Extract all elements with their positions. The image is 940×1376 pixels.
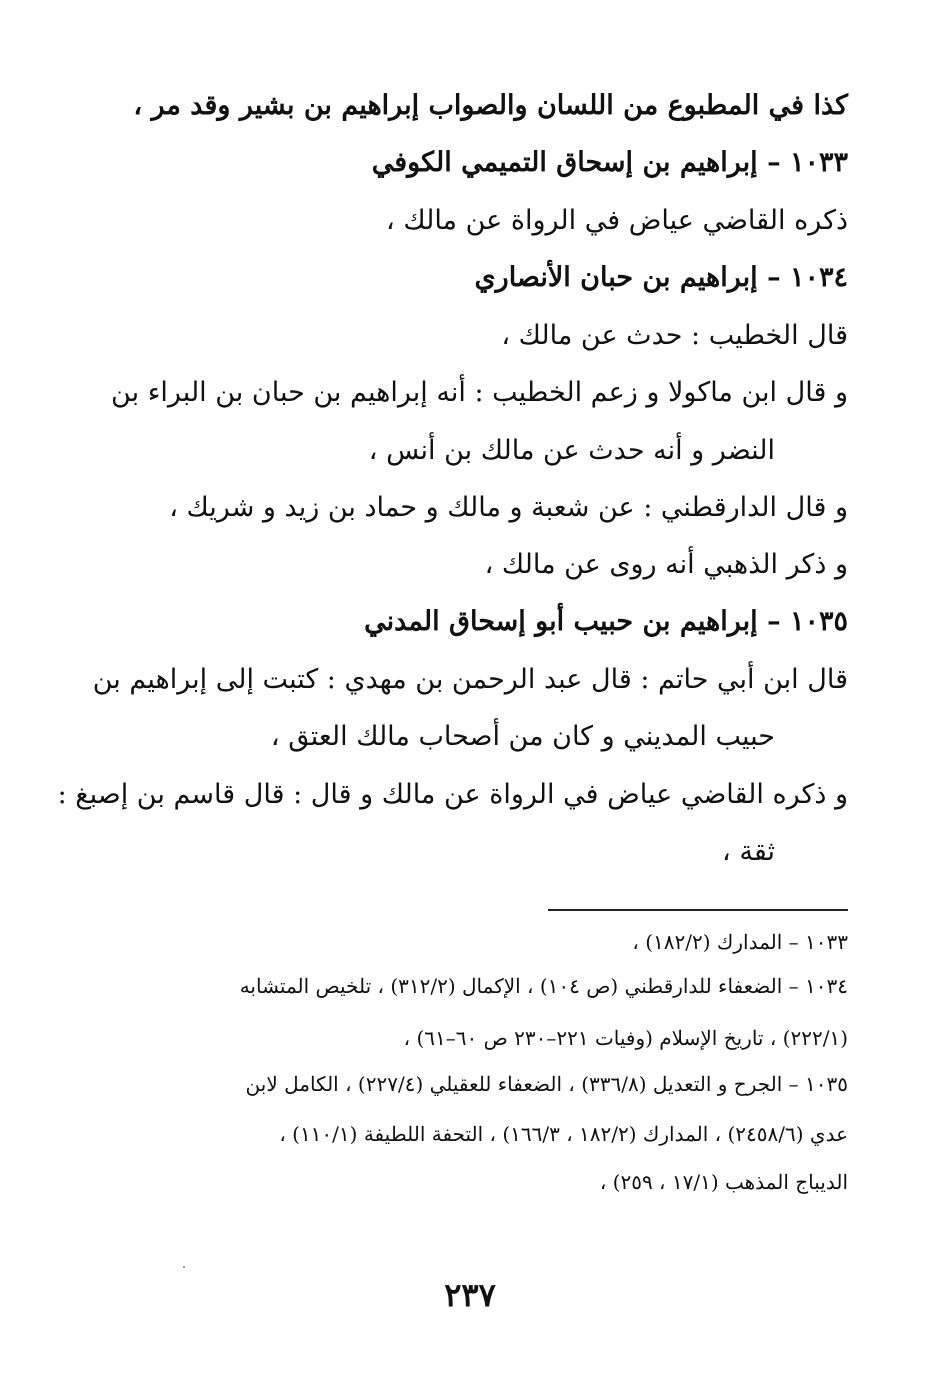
body-line: كذا في المطبوع من اللسان والصواب إبراهيم بن بشير وقد مر ،: [133, 90, 848, 121]
body-line: ذكره القاضي عياض في الرواة عن مالك ،: [386, 205, 848, 236]
body-line: ثقة ،: [722, 836, 775, 867]
print-speck: [183, 1266, 185, 1268]
body-line: و ذكره القاضي عياض في الرواة عن مالك و قال : قال قاسم بن إصبغ :: [57, 779, 848, 810]
body-line: و ذكر الذهبي أنه روى عن مالك ،: [484, 549, 848, 580]
page-number: ٢٣٧: [444, 1276, 496, 1314]
footnote-line: (٢٢٢/١) ، تاريخ الإسلام (وفيات ٢٢١–٢٣٠ ص ٦٠–٦١) ،: [403, 1026, 848, 1050]
entry-heading-1033: ١٠٣٣ – إبراهيم بن إسحاق التميمي الكوفي: [371, 147, 848, 178]
footnote-line: ١٠٣٤ – الضعفاء للدارقطني (ص ١٠٤) ، الإكمال (٣١٢/٢) ، تلخيص المتشابه: [239, 974, 848, 998]
body-line: قال ابن أبي حاتم : قال عبد الرحمن بن مهدي : كتبت إلى إبراهيم بن: [92, 664, 848, 695]
body-line: حبيب المديني و كان من أصحاب مالك العتق ،: [270, 721, 775, 752]
footnote-line: ١٠٣٥ – الجرح و التعديل (٣٣٦/٨) ، الضعفاء للعقيلي (٢٢٧/٤) ، الكامل لابن: [245, 1072, 848, 1096]
body-line: قال الخطيب : حدث عن مالك ،: [501, 320, 848, 351]
entry-heading-1034: ١٠٣٤ – إبراهيم بن حبان الأنصاري: [474, 262, 848, 293]
footnote-separator: [548, 909, 848, 911]
footnote-line: الديباج المذهب (١٧/١ ، ٢٥٩) ،: [599, 1170, 848, 1194]
entry-heading-1035: ١٠٣٥ – إبراهيم بن حبيب أبو إسحاق المدني: [364, 606, 848, 637]
footnote-line: ١٠٣٣ – المدارك (١٨٢/٢) ،: [632, 930, 848, 954]
body-line: النضر و أنه حدث عن مالك بن أنس ،: [368, 435, 775, 466]
body-line: و قال ابن ماكولا و زعم الخطيب : أنه إبراهيم بن حبان بن البراء بن: [111, 377, 848, 408]
body-line: و قال الدارقطني : عن شعبة و مالك و حماد بن زيد و شريك ،: [169, 492, 848, 523]
footnote-line: عدي (٢٤٥٨/٦) ، المدارك (١٨٢/٢ ، ١٦٦/٣) ، التحفة اللطيفة (١١٠/١) ،: [279, 1122, 848, 1146]
